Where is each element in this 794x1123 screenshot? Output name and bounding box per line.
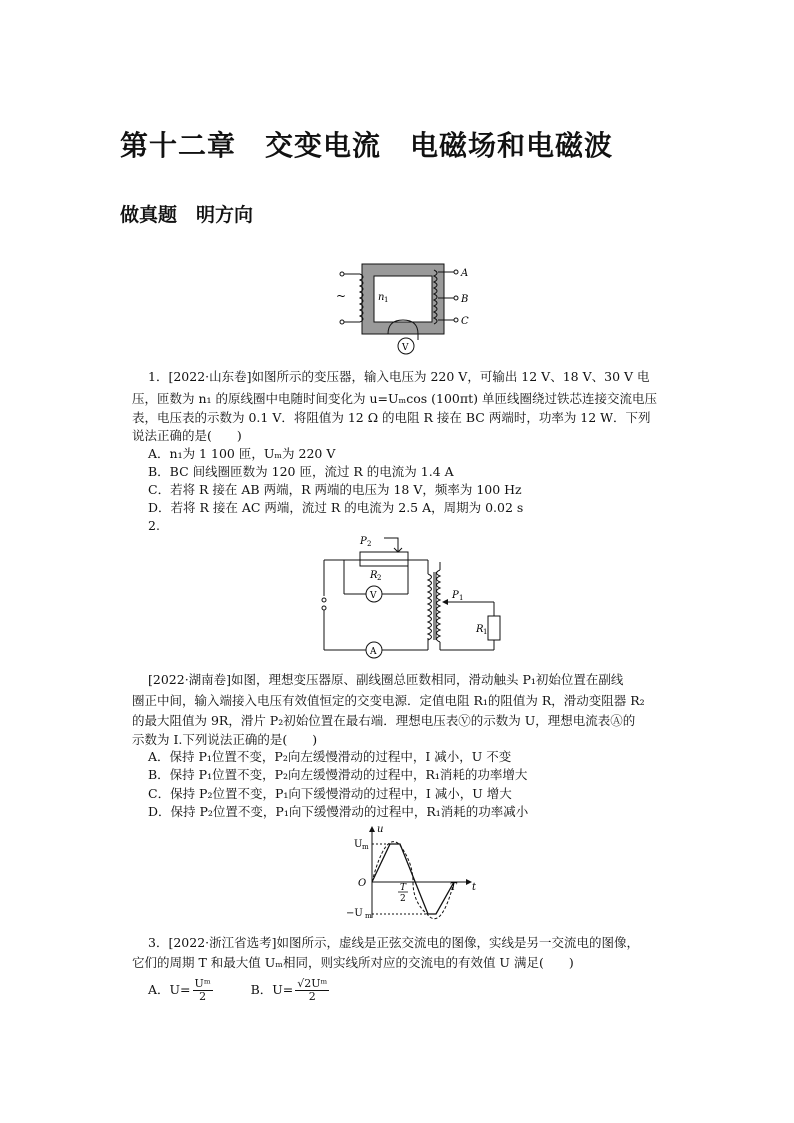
q3-option-b-denominator: 2 [308, 990, 316, 1003]
waveform-graph [340, 822, 490, 922]
q2-line-1: [2022·湖南卷]如图，理想变压器原、副线圈总匝数相同，滑动触头 P₁初始位置在副线 [148, 672, 624, 687]
neg-um-sub: m [365, 912, 372, 920]
q2-option-a: A．保持 P₁位置不变，P₂向左缓慢滑动的过程中，I 减小，U 不变 [148, 749, 512, 764]
um-label: U [354, 839, 363, 850]
n1-label: n [378, 292, 385, 303]
q1-line-4: 说法正确的是( ) [132, 428, 242, 443]
chapter-title: 第十二章 交变电流 电磁场和电磁波 [120, 129, 614, 162]
q3-line-2: 它们的周期 T 和最大值 Uₘ相同，则实线所对应的交流电的有效值 U 满足( ) [132, 955, 574, 970]
ac-source-symbol: ~ [336, 289, 347, 303]
q3-line-1: 3．[2022·浙江省选考]如图所示，虚线是正弦交流电的图像，实线是另一交流电的图像， [148, 935, 639, 950]
q3-option-b-fraction [295, 978, 329, 1003]
neg-um-label: −U [346, 908, 363, 919]
q2-line-4: 示数为 I.下列说法正确的是( ) [132, 732, 318, 747]
terminal-a-label: A [461, 268, 469, 279]
terminal-c-label: C [461, 316, 469, 327]
q2-option-d: D．保持 P₂位置不变，P₁向下缓慢滑动的过程中，R₁消耗的功率减小 [148, 804, 529, 819]
q2-line-2: 圈正中间，输入端接入电压有效值恒定的交变电源．定值电阻 R₁的阻值为 R，滑动变阻器 R₂ [132, 693, 645, 708]
q1-option-b: B．BC 间线圈匝数为 120 匝，流过 R 的电流为 1.4 A [148, 464, 454, 479]
voltmeter-label: V [402, 343, 409, 353]
q1-option-a: A．n₁为 1 100 匝，Uₘ为 220 V [148, 446, 336, 461]
origin-label: O [358, 878, 367, 889]
section-title: 做真题 明方向 [120, 204, 254, 226]
p1-label: P [452, 590, 459, 601]
q2-number: 2. [148, 518, 160, 533]
t-axis-label: t [472, 882, 477, 893]
ammeter-label: A [370, 647, 377, 657]
terminal-b-label: B [461, 294, 469, 305]
q3-option-a-numerator: Uᵐ [194, 977, 211, 990]
q2-line-3: 的最大阻值为 9R，滑片 P₂初始位置在最右端．理想电压表Ⓥ的示数为 U，理想电流表Ⓐ的 [132, 713, 636, 728]
voltmeter-label: V [370, 591, 377, 601]
um-sub: m [362, 843, 369, 851]
q3-option-a-denominator: 2 [199, 990, 207, 1003]
r2-label: R [370, 570, 378, 581]
q1-line-1: 1．[2022·山东卷]如图所示的变压器，输入电压为 220 V，可输出 12 V、18 V、30 V 电 [148, 369, 650, 384]
r2-sub: 2 [377, 574, 382, 582]
q2-option-b: B．保持 P₁位置不变，P₂向左缓慢滑动的过程中，R₁消耗的功率增大 [148, 767, 528, 782]
q1-option-d: D．若将 R 接在 AC 两端，流过 R 的电流为 2.5 A，周期为 0.02 s [148, 500, 524, 515]
r1-label: R [476, 624, 484, 635]
u-axis-label: u [377, 824, 384, 835]
q3-option-a-prefix: A．U= [148, 982, 191, 997]
q3-option-b-numerator: √2Uᵐ [297, 977, 328, 990]
period-label: T [450, 882, 457, 893]
p2-sub: 2 [367, 540, 372, 548]
q2-option-c: C．保持 P₂位置不变，P₁向下缓慢滑动的过程中，I 减小，U 增大 [148, 786, 512, 801]
half-period-num: T [400, 883, 407, 893]
q1-line-2: 压，匝数为 n₁ 的原线圈中电随时间变化为 u=Uₘcos (100πt) 单匝线圈绕过铁芯连接交流电压 [132, 391, 657, 406]
transformer-figure [330, 256, 500, 358]
half-period-den: 2 [400, 894, 406, 904]
q3-options [148, 978, 331, 1003]
q1-line-3: 表，电压表的示数为 0.1 V．将阻值为 12 Ω 的电阻 R 接在 BC 两端时，功率为 12 W．下列 [132, 410, 651, 425]
circuit-figure [316, 534, 506, 662]
q3-option-a-fraction [193, 978, 213, 1003]
p2-label: P [360, 536, 367, 547]
q3-option-b-prefix: B．U= [250, 982, 294, 997]
n1-sub: 1 [384, 296, 389, 304]
p1-sub: 1 [459, 594, 464, 602]
q1-option-c: C．若将 R 接在 AB 两端，R 两端的电压为 18 V，频率为 100 Hz [148, 482, 522, 497]
r1-sub: 1 [483, 628, 488, 636]
